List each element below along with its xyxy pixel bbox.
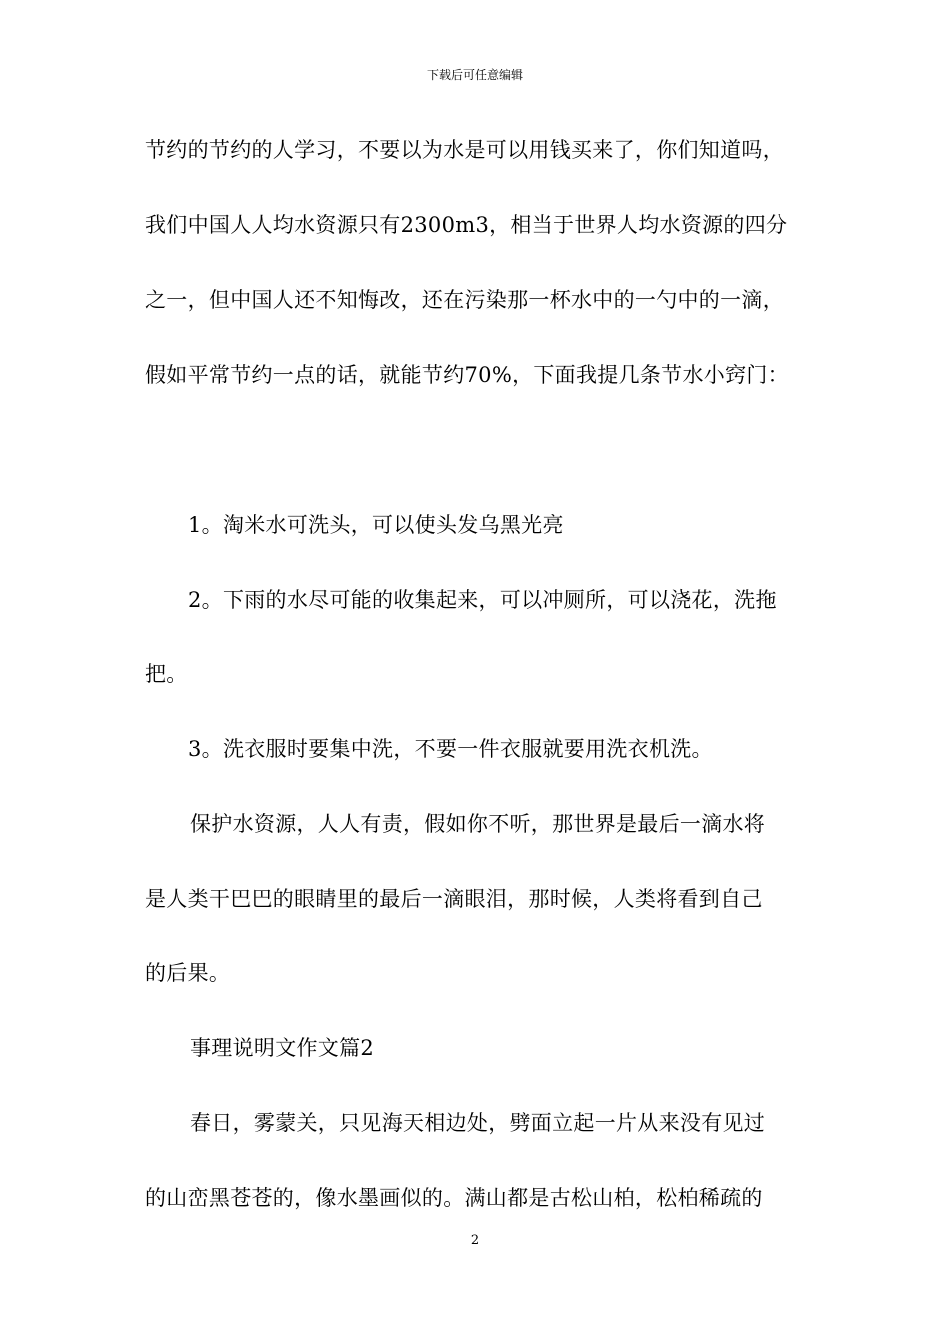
paragraph-line: 春日，雾蒙关，只见海天相边处，劈面立起一片从来没有见过 — [190, 1111, 766, 1135]
paragraph-line: 的山峦黑苍苍的，像水墨画似的。满山都是古松山柏，松柏稀疏的 — [145, 1186, 763, 1210]
paragraph-line: 我们中国人人均水资源只有2300m3，相当于世界人均水资源的四分 — [145, 213, 788, 237]
list-item: 2。下雨的水尽可能的收集起来，可以冲厕所，可以浇花，洗拖 — [188, 588, 777, 612]
paragraph-line: 的后果。 — [145, 961, 231, 985]
paragraph-line: 假如平常节约一点的话，就能节约70%，下面我提几条节水小窍门： — [145, 363, 789, 387]
page-number: 2 — [470, 1233, 480, 1248]
section-heading: 事理说明文作文篇2 — [190, 1036, 375, 1060]
page-header: 下载后可任意编辑 — [426, 68, 523, 82]
list-item: 1。淘米水可洗头，可以使头发乌黑光亮 — [188, 513, 564, 537]
list-item-continuation: 把。 — [145, 662, 188, 686]
paragraph-line: 之一，但中国人还不知悔改，还在污染那一杯水中的一勺中的一滴， — [145, 288, 784, 312]
paragraph-line: 是人类干巴巴的眼睛里的最后一滴眼泪，那时候，人类将看到自己 — [145, 887, 763, 911]
paragraph-line: 节约的节约的人学习，不要以为水是可以用钱买来了，你们知道吗， — [145, 138, 784, 162]
list-item: 3。洗衣服时要集中洗，不要一件衣服就要用洗衣机洗。 — [188, 737, 713, 761]
paragraph-line: 保护水资源，人人有责，假如你不听，那世界是最后一滴水将 — [190, 812, 766, 836]
